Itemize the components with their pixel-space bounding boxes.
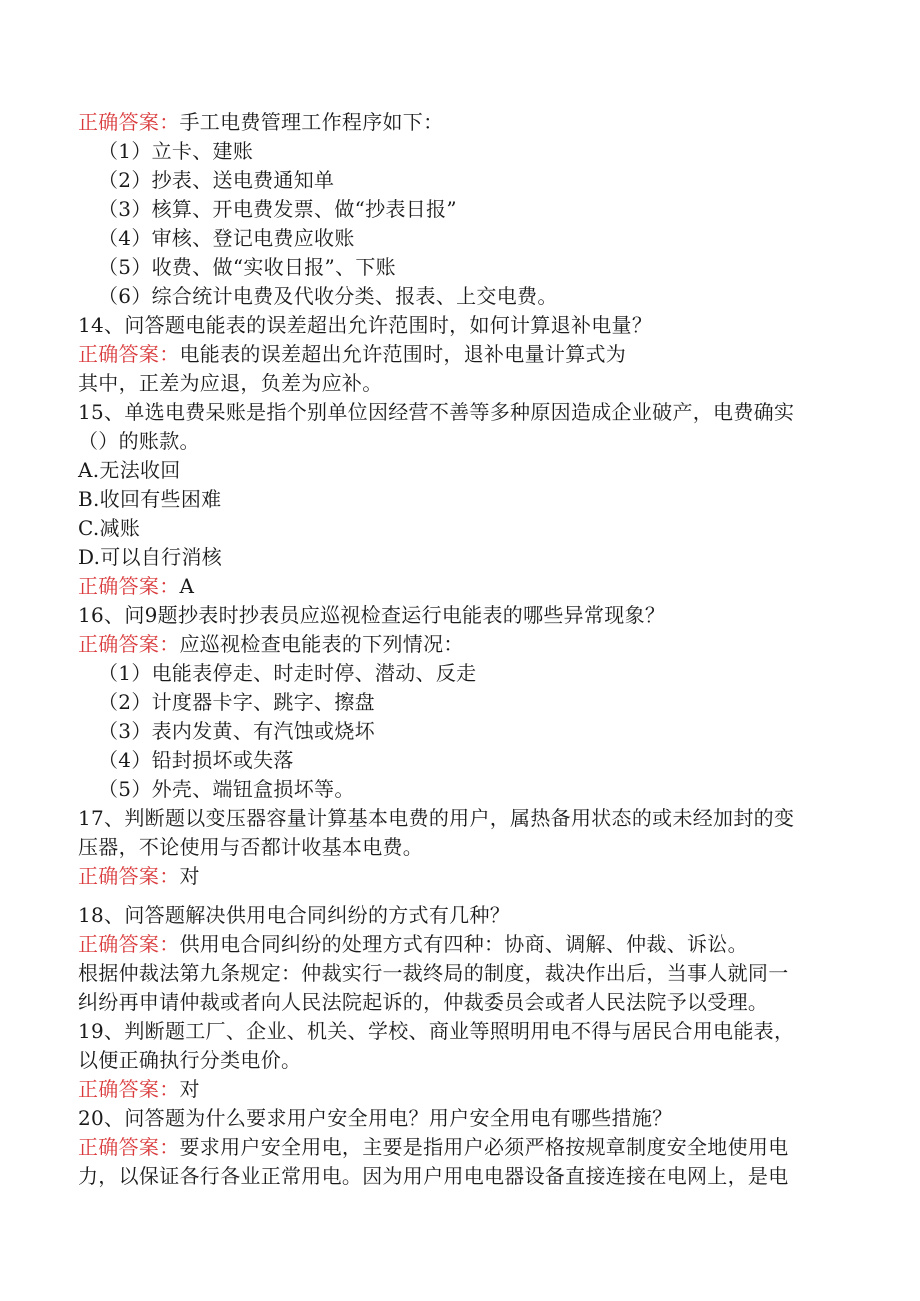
list-item [98, 659, 476, 688]
text-line [78, 1046, 301, 1075]
list-item [98, 137, 253, 166]
option-line [78, 514, 140, 543]
question-line [78, 1017, 794, 1046]
option-line [78, 543, 222, 572]
answer-label: 正确答案： [78, 864, 180, 888]
answer-label: 正确答案： [78, 110, 180, 134]
answer-line [78, 1133, 789, 1162]
line-text: （2）计度器卡字、跳字、擦盘 [98, 690, 375, 714]
line-text: （6）综合统计电费及代收分类、报表、上交电费。 [98, 284, 558, 308]
text-line [78, 369, 383, 398]
option-line [78, 485, 221, 514]
line-text: （3）表内发黄、有汽蚀或烧坏 [98, 719, 375, 743]
answer-line [78, 630, 464, 659]
text-line [78, 427, 200, 456]
line-text: 根据仲裁法第九条规定：仲裁实行一裁终局的制度，裁决作出后，当事人就同一 [78, 961, 789, 985]
option-line [78, 456, 181, 485]
line-text: （5）收费、做“实收日报”、下账 [98, 255, 396, 279]
list-item [98, 282, 558, 311]
line-text: 对 [179, 1077, 200, 1101]
question-line [78, 398, 794, 427]
line-text: A [179, 574, 195, 598]
line-text: D.可以自行消核 [78, 545, 223, 569]
text-line [78, 1162, 789, 1191]
answer-label: 正确答案： [78, 632, 180, 656]
line-text: 18、问答题解决供用电合同纠纷的方式有几种？ [78, 903, 511, 927]
line-text: （3）核算、开电费发票、做“抄表日报” [98, 197, 457, 221]
line-text: （1）电能表停走、时走时停、潜动、反走 [98, 661, 477, 685]
list-item [98, 775, 355, 804]
line-text: 19、判断题工厂、企业、机关、学校、商业等照明用电不得与居民合用电能表， [78, 1019, 795, 1043]
list-item [98, 195, 457, 224]
line-text: （4）审核、登记电费应收账 [98, 226, 355, 250]
line-text: 20、问答题为什么要求用户安全用电？用户安全用电有哪些措施？ [78, 1106, 673, 1130]
line-text: （2）抄表、送电费通知单 [98, 168, 335, 192]
list-item [98, 688, 375, 717]
line-text: 要求用户安全用电，主要是指用户必须严格按规章制度安全地使用电 [179, 1135, 789, 1159]
answer-label: 正确答案： [78, 1135, 180, 1159]
line-text: （4）铅封损坏或失落 [98, 748, 294, 772]
text-line [78, 959, 789, 988]
question-line [78, 901, 510, 930]
line-text: A.无法收回 [78, 458, 181, 482]
line-text: 手工电费管理工作程序如下： [179, 110, 444, 134]
line-text: B.收回有些困难 [78, 487, 222, 511]
line-text: 供用电合同纠纷的处理方式有四种：协商、调解、仲裁、诉讼。 [179, 932, 748, 956]
answer-label: 正确答案： [78, 932, 180, 956]
line-text: 对 [179, 864, 200, 888]
answer-line [78, 108, 443, 137]
line-text: 其中，正差为应退，负差为应补。 [78, 371, 383, 395]
line-text: 压器，不论使用与否都计收基本电费。 [78, 835, 424, 859]
line-text: （）的账款。 [78, 429, 200, 453]
line-text: 电能表的误差超出允许范围时，退补电量计算式为 [179, 342, 627, 366]
question-line [78, 1104, 672, 1133]
line-text: 以便正确执行分类电价。 [78, 1048, 302, 1072]
text-line [78, 833, 423, 862]
question-line [78, 601, 665, 630]
line-text: 应巡视检查电能表的下列情况： [179, 632, 464, 656]
answer-line [78, 862, 200, 891]
list-item [98, 253, 396, 282]
question-line [78, 311, 652, 340]
line-text: C.减账 [78, 516, 141, 540]
line-text: 17、判断题以变压器容量计算基本电费的用户，属热备用状态的或未经加封的变 [78, 806, 795, 830]
line-text: 15、单选电费呆账是指个别单位因经营不善等多种原因造成企业破产，电费确实 [78, 400, 795, 424]
answer-line [78, 1075, 200, 1104]
list-item [98, 224, 355, 253]
line-text: 纠纷再申请仲裁或者向人民法院起诉的，仲裁委员会或者人民法院予以受理。 [78, 990, 769, 1014]
list-item [98, 717, 375, 746]
line-text: 16、问9题抄表时抄表员应巡视检查运行电能表的哪些异常现象？ [78, 603, 666, 627]
list-item [98, 746, 294, 775]
answer-label: 正确答案： [78, 342, 180, 366]
line-text: （5）外壳、端钮盒损坏等。 [98, 777, 355, 801]
answer-label: 正确答案： [78, 574, 180, 598]
list-item [98, 166, 334, 195]
line-text: （1）立卡、建账 [98, 139, 254, 163]
line-text: 力，以保证各行各业正常用电。因为用户用电电器设备直接连接在电网上，是电 [78, 1164, 789, 1188]
answer-line [78, 572, 194, 601]
answer-label: 正确答案： [78, 1077, 180, 1101]
text-line [78, 988, 768, 1017]
answer-line [78, 340, 626, 369]
question-line [78, 804, 794, 833]
answer-line [78, 930, 748, 959]
line-text: 14、问答题电能表的误差超出允许范围时，如何计算退补电量？ [78, 313, 653, 337]
